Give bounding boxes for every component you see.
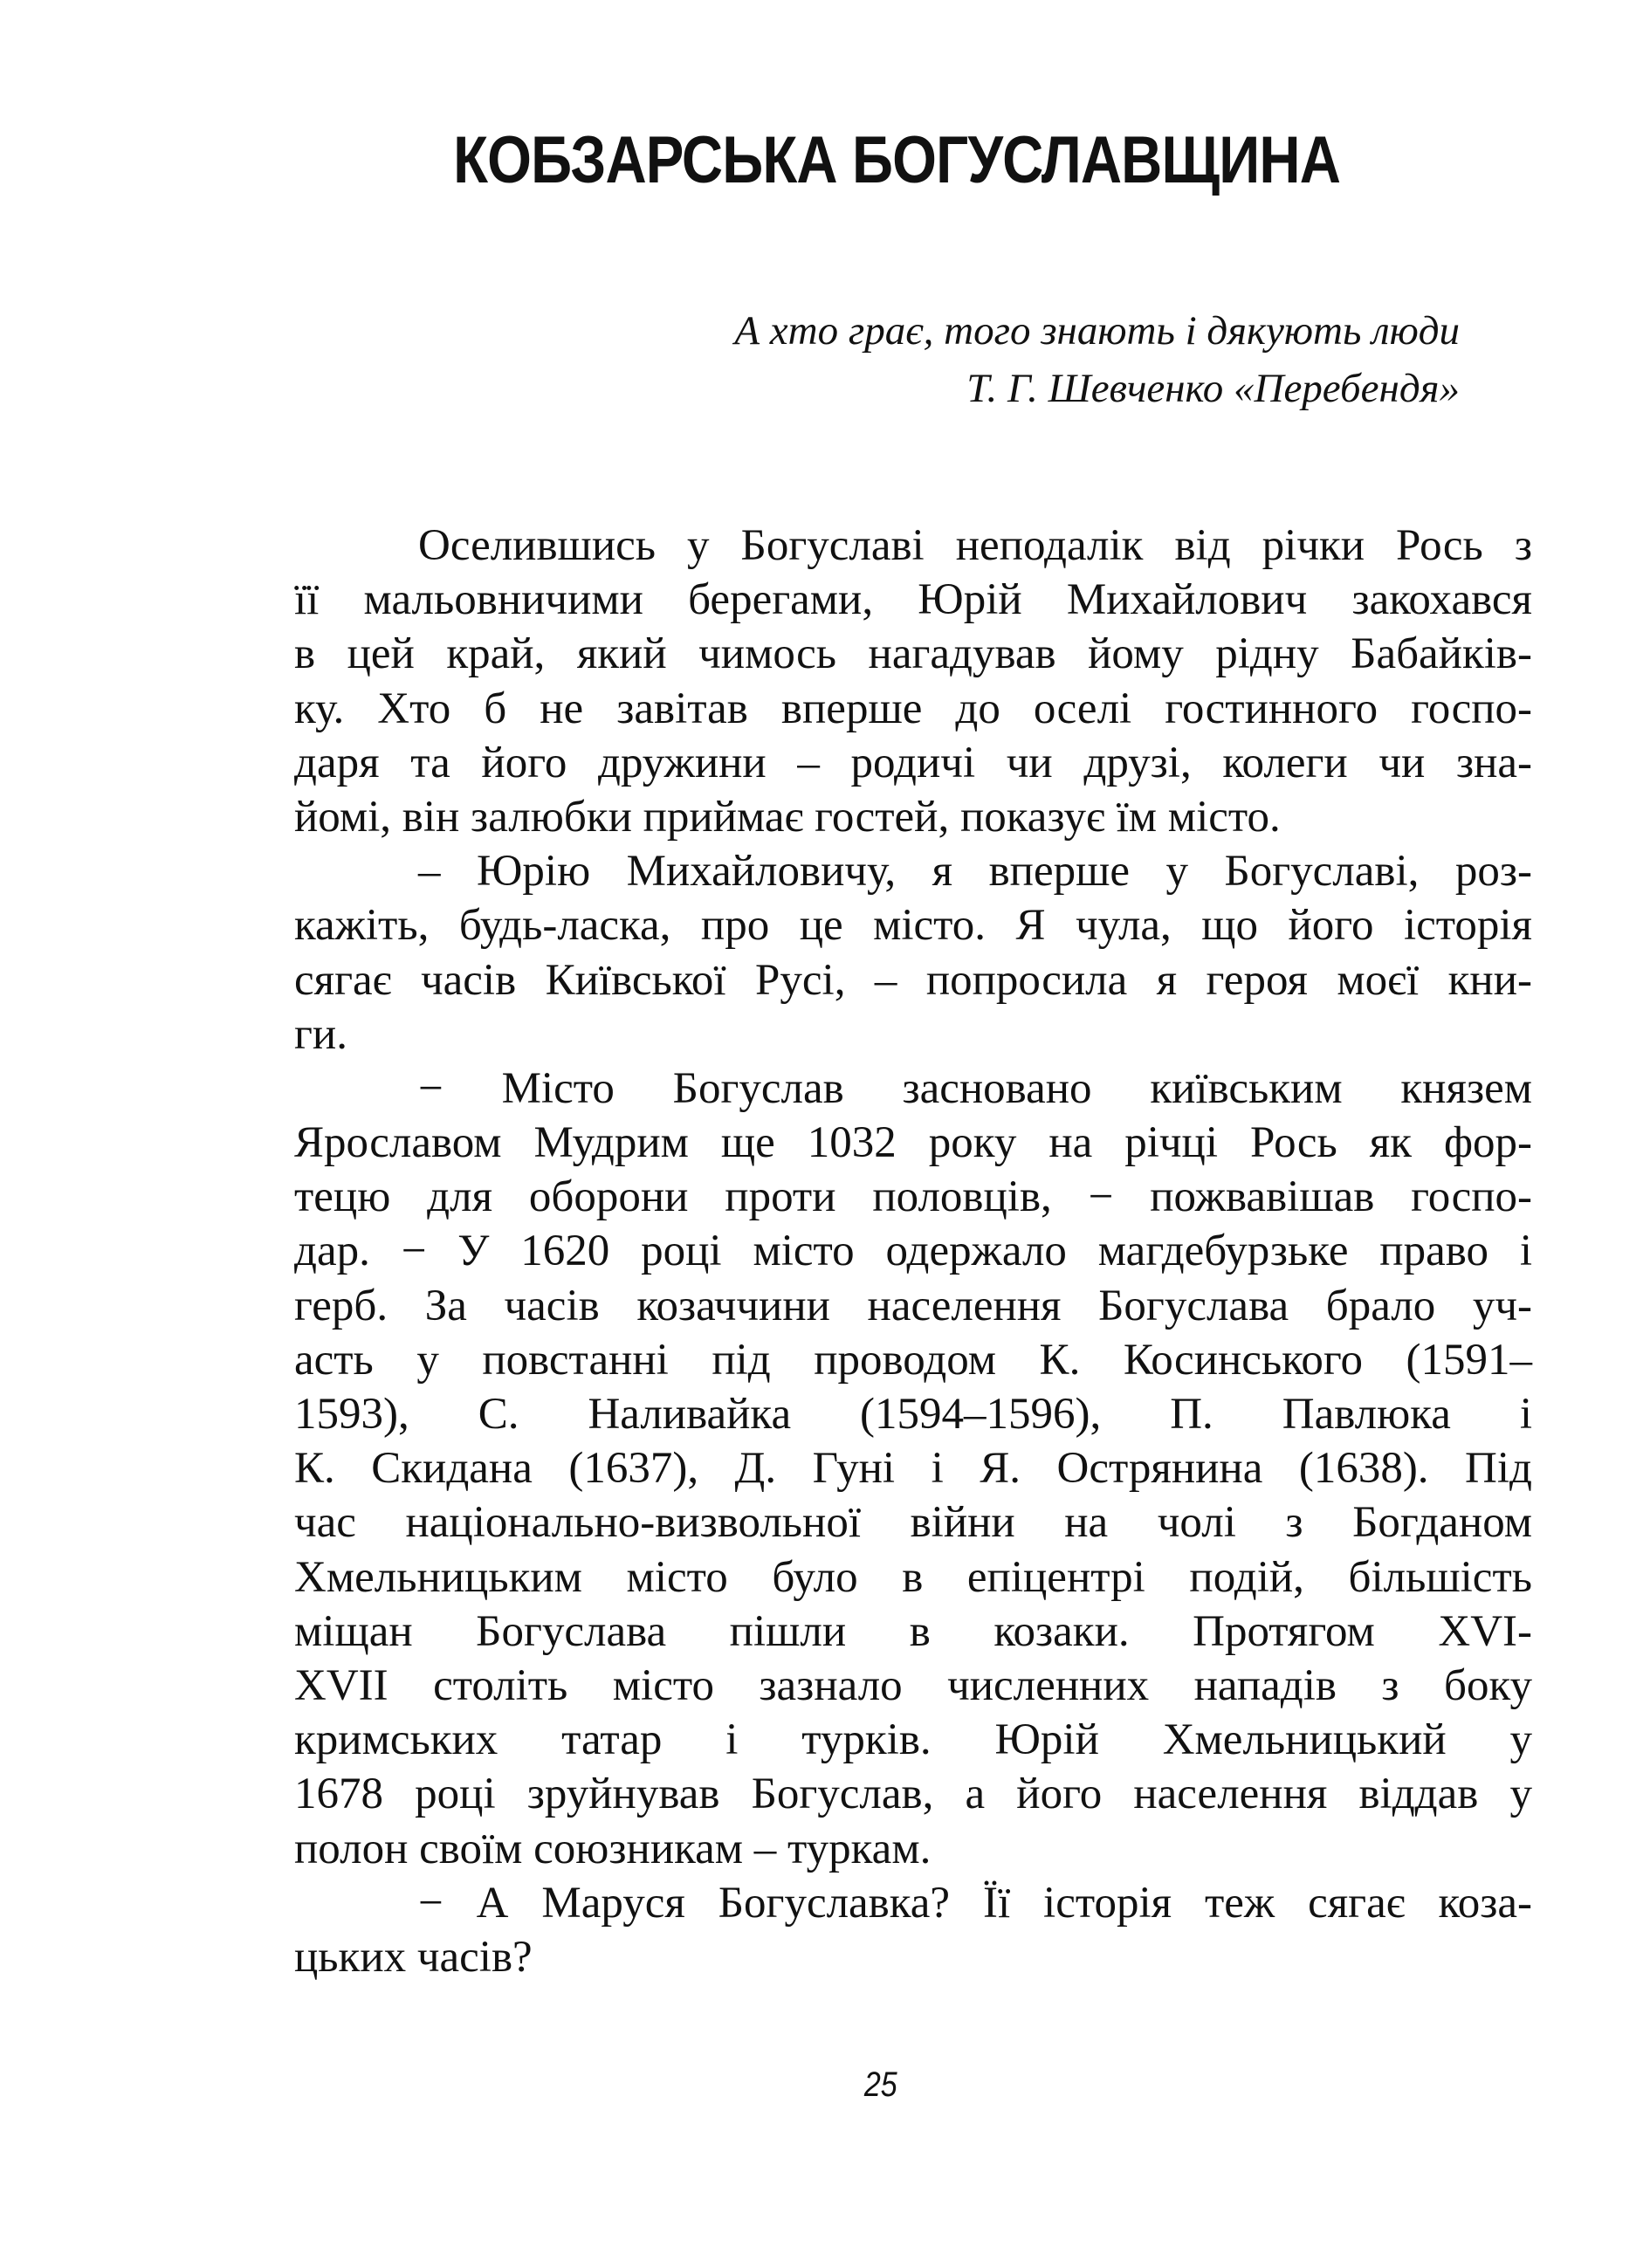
body-text — [294, 519, 1532, 1984]
paragraph — [294, 1062, 1532, 1876]
text-line: К. Скидана (1637), Д. Гуні і Я. Острянина (1638). Під — [294, 1444, 1532, 1494]
epigraph-attribution: Т. Г. Шевченко «Перебендя» — [966, 366, 1460, 411]
text-line: 1593), С. Наливайка (1594–1596), П. Павлюка і — [294, 1390, 1532, 1439]
text-line: час національно-визвольної війни на чолі з Богданом — [294, 1498, 1532, 1548]
text-line: − А Маруся Богуславка? Її історія теж сягає коза- — [418, 1878, 1532, 1928]
text-line: Оселившись у Богуславі неподалік від річки Рось з — [418, 521, 1532, 570]
text-line: кримських татар і турків. Юрій Хмельницький у — [294, 1715, 1532, 1765]
epigraph-quote: А хто грає, того знають і дякують люди — [734, 308, 1460, 354]
text-line: сягає часів Київської Русі, – попросила я героя моєї кни- — [294, 955, 1532, 1005]
text-line: ги. — [294, 1009, 347, 1059]
text-line: герб. За часів козаччини населення Богуслава брало уч- — [294, 1281, 1532, 1330]
chapter-title: КОБЗАРСЬКА БОГУСЛАВЩИНА — [453, 123, 1341, 197]
text-line: йомі, він залюбки приймає гостей, показує їм місто. — [294, 792, 1281, 842]
text-line: Хмельницьким місто було в епіцентрі подій, більшість — [294, 1552, 1532, 1602]
text-line: кажіть, будь-ласка, про це місто. Я чула, що його історія — [294, 901, 1532, 951]
text-line: тецю для оборони проти половців, − пожвавішав госпо- — [294, 1172, 1532, 1222]
text-line: ку. Хто б не завітав вперше до оселі гостинного госпо- — [294, 684, 1532, 733]
text-line: 1678 році зруйнував Богуслав, а його населення віддав у — [294, 1770, 1532, 1819]
text-line: в цей край, який чимось нагадував йому рідну Бабайків- — [294, 629, 1532, 679]
text-line: даря та його дружини – родичі чи друзі, колеги чи зна- — [294, 738, 1532, 787]
paragraph — [294, 844, 1532, 1062]
text-line: дар. − У 1620 році місто одержало магдебурзьке право і — [294, 1227, 1532, 1276]
text-line: її мальовничими берегами, Юрій Михайлович закохався — [294, 575, 1532, 625]
text-line: Ярославом Мудрим ще 1032 року на річці Рось як фор- — [294, 1118, 1532, 1168]
text-line: – Юрію Михайловичу, я вперше у Богуславі, роз- — [418, 847, 1532, 897]
epigraph — [499, 302, 1460, 417]
text-line: цьких часів? — [294, 1932, 533, 1982]
text-line: XVII століть місто зазнало численних нападів з боку — [294, 1660, 1532, 1710]
text-line: − Місто Богуслав засновано київським князем — [418, 1063, 1532, 1113]
paragraph — [294, 519, 1532, 844]
paragraph — [294, 1876, 1532, 1984]
text-line: полон своїм союзникам – туркам. — [294, 1824, 932, 1873]
text-line: асть у повстанні під проводом К. Косинського (1591– — [294, 1335, 1532, 1385]
text-line: міщан Богуслава пішли в козаки. Протягом XVI- — [294, 1606, 1532, 1656]
page-number: 25 — [863, 2065, 897, 2104]
